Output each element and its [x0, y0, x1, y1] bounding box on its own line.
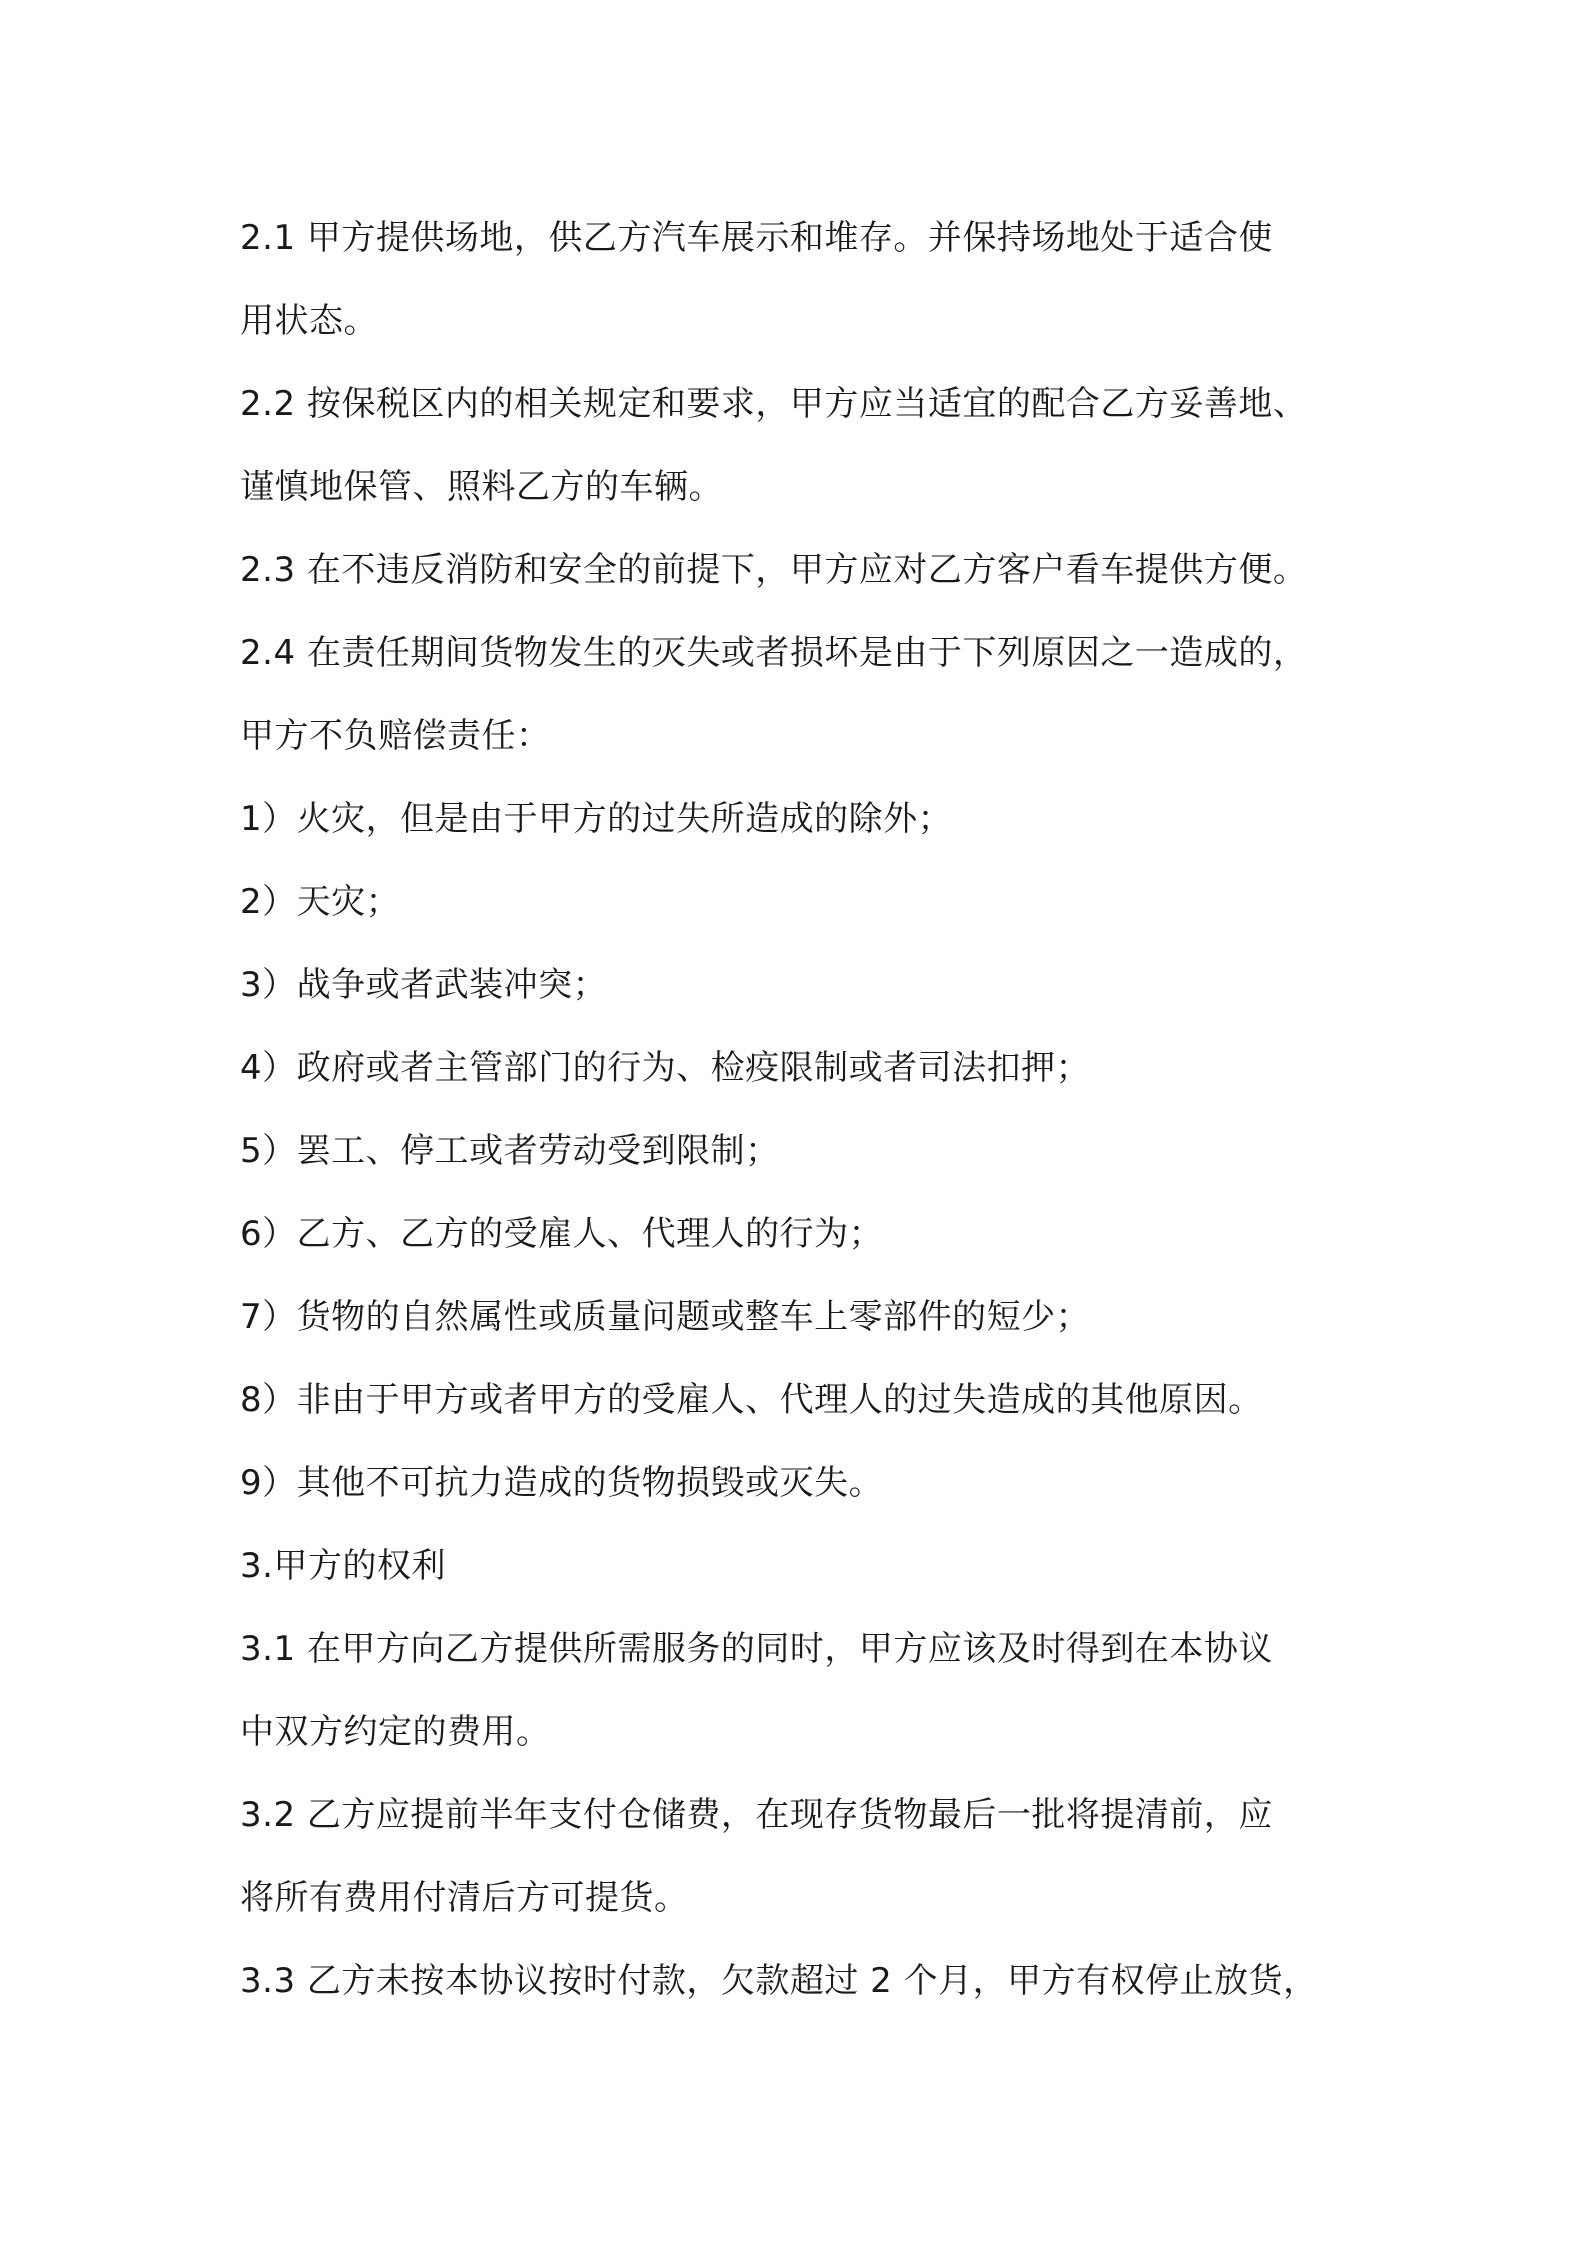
text-line: 3.1 在甲方向乙方提供所需服务的同时，甲方应该及时得到在本协议	[240, 1629, 1273, 1669]
list-item: 1）火灾，但是由于甲方的过失所造成的除外；	[240, 799, 953, 839]
text-line: 2.1 甲方提供场地，供乙方汽车展示和堆存。并保持场地处于适合使	[240, 218, 1273, 258]
text-line: 甲方不负赔偿责任：	[240, 716, 551, 756]
list-item: 9）其他不可抗力造成的货物损毁或灭失。	[240, 1463, 884, 1503]
text-line: 2.3 在不违反消防和安全的前提下，甲方应对乙方客户看车提供方便。	[240, 550, 1308, 590]
list-item: 4）政府或者主管部门的行为、检疫限制或者司法扣押；	[240, 1048, 1091, 1088]
list-item: 5）罢工、停工或者劳动受到限制；	[240, 1131, 780, 1171]
text-line: 2.4 在责任期间货物发生的灭失或者损坏是由于下列原因之一造成的，	[240, 633, 1308, 673]
text-line: 3.2 乙方应提前半年支付仓储费，在现存货物最后一批将提清前，应	[240, 1795, 1273, 1835]
list-item: 7）货物的自然属性或质量问题或整车上零部件的短少；	[240, 1297, 1091, 1337]
text-line: 将所有费用付清后方可提货。	[240, 1878, 689, 1918]
text-line: 用状态。	[240, 301, 378, 341]
list-item: 2）天灾；	[240, 882, 401, 922]
list-item: 8）非由于甲方或者甲方的受雇人、代理人的过失造成的其他原因。	[240, 1380, 1263, 1420]
text-line: 2.2 按保税区内的相关规定和要求，甲方应当适宜的配合乙方妥善地、	[240, 384, 1308, 424]
section-heading: 3.甲方的权利	[240, 1546, 446, 1586]
document-body	[240, 197, 1360, 2023]
text-line: 中双方约定的费用。	[240, 1712, 551, 1752]
list-item: 3）战争或者武装冲突；	[240, 965, 608, 1005]
list-item: 6）乙方、乙方的受雇人、代理人的行为；	[240, 1214, 884, 1254]
text-line: 3.3 乙方未按本协议按时付款，欠款超过 2 个月，甲方有权停止放货，	[240, 1961, 1318, 2001]
text-line: 谨慎地保管、照料乙方的车辆。	[240, 467, 723, 507]
